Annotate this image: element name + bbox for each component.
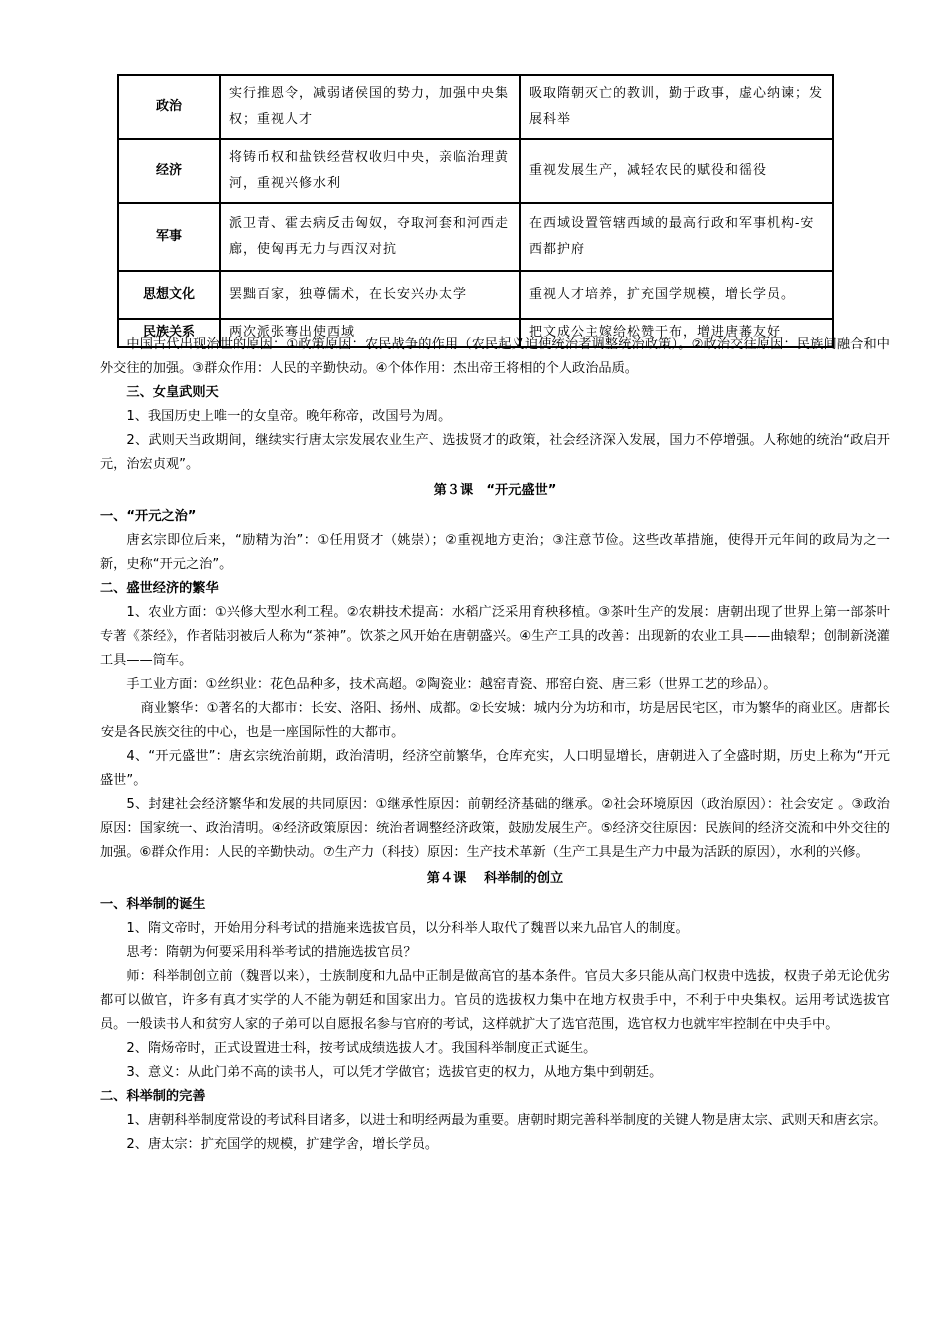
paragraph: 5、封建社会经济繁华和发展的共同原因：①继承性原因：前朝经济基础的继承。②社会环境原因（政治原因）：社会安定 。③政治原因：国家统一、政治清明。④经济政策原因：统治者调整经济政策，鼓励发展生产。⑤经济交往原因：民族间的经济交流和中外交往的加强。⑥群众作用：人民的辛勤快动。⑦生产力（科技）原因：生产技术革新（生产工具是生产力中最为活跃的原因），水利的兴修。: [100, 797, 890, 860]
section-heading: 二、盛世经济的繁华: [100, 581, 219, 596]
row-category: 民族关系: [118, 319, 220, 347]
row-category: 思想文化: [118, 271, 220, 319]
table-row: [118, 203, 833, 271]
paragraph: 1、农业方面：①兴修大型水利工程。②农耕技术提高：水稻广泛采用育秧移植。③茶叶生产的发展：唐朝出现了世界上第一部茶叶专著《茶经》，作者陆羽被后人称为“茶神”。饮茶之风开始在唐朝盛兴。④生产工具的改善：出现新的农业工具——曲辕犁；创制新浇灌工具——筒车。: [100, 605, 890, 668]
paragraph: 唐玄宗即位后来，“励精为治”：①任用贤才（姚崇）；②重视地方吏治；③注意节俭。这些改革措施，使得开元年间的政局为之一新，史称“开元之治”。: [100, 533, 890, 572]
table-row: [118, 271, 833, 319]
paragraph: 2、隋炀帝时，正式设置进士科，按考试成绩选拔人才。我国科举制度正式诞生。: [126, 1041, 597, 1056]
paragraph: 思考：隋朝为何要采用科举考试的措施选拔官员？: [126, 945, 417, 960]
lesson-title: 第４课 科举制的创立: [426, 871, 564, 886]
row-category: 政治: [118, 75, 220, 139]
tang-cell: 把文成公主嫁给松赞干布，增进唐蕃友好: [520, 319, 833, 347]
paragraph: 手工业方面：①丝织业：花色品种多，技术高超。②陶瓷业：越窑青瓷、邢窑白瓷、唐三彩（世界工艺的珍品）。: [126, 677, 777, 692]
paragraph: 1、我国历史上唯一的女皇帝。晚年称帝，改国号为周。: [126, 409, 452, 424]
lesson-title: 第３课 “开元盛世”: [433, 483, 557, 498]
paragraph: 2、武则天当政期间，继续实行唐太宗发展农业生产、选拔贤才的政策，社会经济深入发展，国力不停增强。人称她的统治“政启开元，治宏贞观”。: [100, 433, 890, 472]
tang-cell: 在西域设置管辖西域的最高行政和军事机构-安西都护府: [520, 203, 833, 271]
tang-cell: 重视人才培养，扩充国学规模，增长学员。: [520, 271, 833, 319]
han-cell: 派卫青、霍去病反击匈奴，夺取河套和河西走廊，使匈再无力与西汉对抗: [220, 203, 520, 271]
paragraph: 师：科举制创立前（魏晋以来），士族制度和九品中正制是做高官的基本条件。官员大多只能从高门权贵中选拔，权贵子弟无论优劣都可以做官，许多有真才实学的人不能为朝廷和国家出力。官员的选拔权力集中在地方权贵手中，不利于中央集权。运用考试选拔官员。一般读书人和贫穷人家的子弟可以自愿报名参与官府的考试，这样就扩大了选官范围，选官权力也就牢牢控制在中央手中。: [100, 969, 890, 1032]
paragraph: 商业繁华：①著名的大都市：长安、洛阳、扬州、成都。②长安城：城内分为坊和市，坊是居民宅区，市为繁华的商业区。唐都长安是各民族交往的中心，也是一座国际性的大都市。: [101, 701, 890, 740]
tang-cell: 重视发展生产，减轻农民的赋役和徭役: [520, 139, 833, 203]
section-heading: 一、科举制的诞生: [100, 897, 206, 912]
document-body: [100, 333, 890, 1157]
han-cell: 罢黜百家，独尊儒术，在长安兴办太学: [220, 271, 520, 319]
table-row: [118, 75, 833, 139]
paragraph-zhishi-reasons: 中国古代出现治世的原因：①政策原因：农民战争的作用（农民起义迫使统治者调整统治政策）。②政治交往原因：民族间融合和中外交往的加强。③群众作用：人民的辛勤快动。④个体作用：杰出帝王将相的个人政治品质。: [100, 337, 890, 376]
paragraph: 4、“开元盛世”：唐玄宗统治前期，政治清明，经济空前繁华，仓库充实，人口明显增长，唐朝进入了全盛时期，历史上称为“开元盛世”。: [100, 749, 890, 788]
section-heading: 三、女皇武则天: [126, 385, 219, 400]
paragraph: 3、意义：从此门弟不高的读书人，可以凭才学做官；选拔官吏的权力，从地方集中到朝廷。: [126, 1065, 663, 1080]
han-cell: 将铸币权和盐铁经营权收归中央，亲临治理黄河，重视兴修水利: [220, 139, 520, 203]
han-cell: 实行推恩令，减弱诸侯国的势力，加强中央集权；重视人才: [220, 75, 520, 139]
section-heading: 一、“开元之治”: [100, 509, 197, 524]
section-heading: 二、科举制的完善: [100, 1089, 206, 1104]
row-category: 经济: [118, 139, 220, 203]
table-row: [118, 139, 833, 203]
paragraph: 1、唐朝科举制度常设的考试科目诸多，以进士和明经两最为重要。唐朝时期完善科举制度的关键人物是唐太宗、武则天和唐玄宗。: [126, 1113, 887, 1128]
tang-cell: 吸取隋朝灭亡的教训，勤于政事，虚心纳谏；发展科举: [520, 75, 833, 139]
han-cell: 两次派张骞出使西域: [220, 319, 520, 347]
paragraph: 1、隋文帝时，开始用分科考试的措施来选拔官员，以分科举人取代了魏晋以来九品官人的制度。: [126, 921, 689, 936]
row-category: 军事: [118, 203, 220, 271]
comparison-table: [117, 74, 834, 348]
paragraph: 2、唐太宗：扩充国学的规模，扩建学舍，增长学员。: [126, 1137, 439, 1152]
